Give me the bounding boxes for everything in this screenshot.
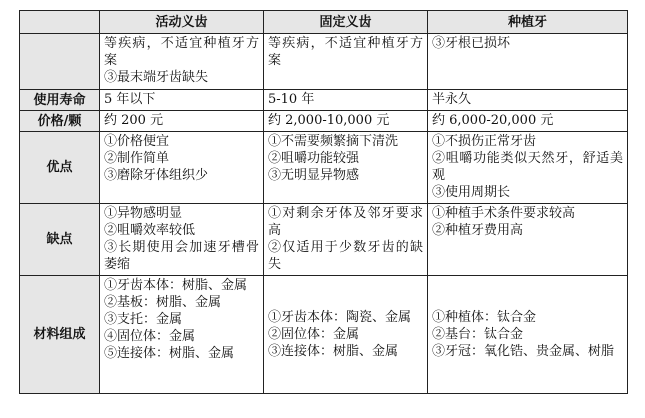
cell-removable	[100, 111, 264, 132]
row-label: 使用寿命	[20, 90, 100, 111]
row-label: 材料组成	[20, 276, 100, 394]
cell-fixed	[264, 276, 428, 394]
cell-fixed	[264, 34, 428, 90]
cell-text: ③牙根已损坏	[432, 36, 511, 51]
cell-implant	[428, 132, 628, 204]
cell-text: 5 年以下	[104, 92, 156, 107]
cell-text: ②咀嚼功能较强	[268, 151, 360, 166]
cell-text: ④固位体：金属	[104, 329, 196, 344]
cell-text: ①牙齿本体：树脂、金属	[104, 278, 248, 293]
cell-text: ②种植牙费用高	[432, 223, 524, 238]
row-label: 优点	[20, 132, 100, 204]
table-row	[20, 132, 628, 204]
cell-text: ①对剩余牙体及邻牙要求高	[268, 206, 423, 238]
cell-fixed	[264, 111, 428, 132]
cell-text: ①种植体：钛合金	[432, 309, 537, 325]
row-label: 缺点	[20, 204, 100, 276]
cell-implant	[428, 111, 628, 132]
cell-removable	[100, 276, 264, 394]
cell-text: ②基台：钛合金	[432, 326, 524, 342]
cell-text: ⑤连接体：树脂、金属	[104, 346, 235, 361]
cell-text: ①不损伤正常牙齿	[432, 134, 537, 149]
table-row	[20, 90, 628, 111]
cell-text: ②仅适用于少数牙齿的缺失	[268, 240, 423, 272]
cell-text: ②咀嚼功能类似天然牙，舒适美观	[432, 151, 623, 183]
cell-fixed	[264, 204, 428, 276]
cell-text: ③长期使用会加速牙槽骨萎缩	[104, 240, 259, 272]
cell-removable	[100, 132, 264, 204]
header-corner	[20, 11, 100, 34]
cell-text: ③磨除牙体组织少	[104, 168, 209, 183]
table-row	[20, 111, 628, 132]
table-row	[20, 204, 628, 276]
cell-text: ①牙齿本体：陶瓷、金属	[268, 309, 412, 325]
cell-text: ①种植手术条件要求较高	[432, 206, 576, 221]
cell-removable	[100, 204, 264, 276]
cell-text: ②咀嚼效率较低	[104, 223, 196, 238]
cell-text: 约 200 元	[104, 113, 164, 128]
table-row	[20, 34, 628, 90]
cell-text: ③无明显异物感	[268, 168, 360, 183]
cell-fixed	[264, 132, 428, 204]
cell-text: ①价格便宜	[104, 134, 170, 149]
cell-implant	[428, 276, 628, 394]
cell-implant	[428, 34, 628, 90]
cell-text: 等疾病，不适宜种植牙方案	[104, 36, 259, 68]
cell-implant	[428, 204, 628, 276]
cell-text: ③使用周期长	[432, 185, 511, 200]
cell-removable	[100, 34, 264, 90]
cell-text: 半永久	[432, 92, 472, 107]
header-fixed-denture: 固定义齿	[264, 11, 428, 34]
cell-text: ②制作简单	[104, 151, 170, 166]
header-removable-denture: 活动义齿	[100, 11, 264, 34]
header-row	[20, 11, 628, 34]
cell-text: ③连接体：树脂、金属	[268, 343, 399, 359]
cell-text: ③最末端牙齿缺失	[104, 70, 209, 85]
cell-text: 5-10 年	[268, 92, 315, 107]
cell-text: ③支托：金属	[104, 312, 183, 327]
cell-fixed	[264, 90, 428, 111]
comparison-table	[19, 10, 628, 394]
row-label	[20, 34, 100, 90]
cell-text: ②基板：树脂、金属	[104, 295, 222, 310]
cell-text: ③牙冠：氧化锆、贵金属、树脂	[432, 343, 615, 359]
header-dental-implant: 种植牙	[428, 11, 628, 34]
cell-text: 等疾病，不适宜种植牙方案	[268, 36, 423, 68]
cell-text: ②固位体：金属	[268, 326, 360, 342]
cell-text: ①异物感明显	[104, 206, 183, 221]
row-label: 价格/颗	[20, 111, 100, 132]
cell-text: 约 2,000-10,000 元	[268, 113, 390, 128]
cell-removable	[100, 90, 264, 111]
table-row	[20, 276, 628, 394]
cell-implant	[428, 90, 628, 111]
cell-text: ①不需要频繁摘下清洗	[268, 134, 399, 149]
cell-text: 约 6,000-20,000 元	[432, 113, 554, 128]
